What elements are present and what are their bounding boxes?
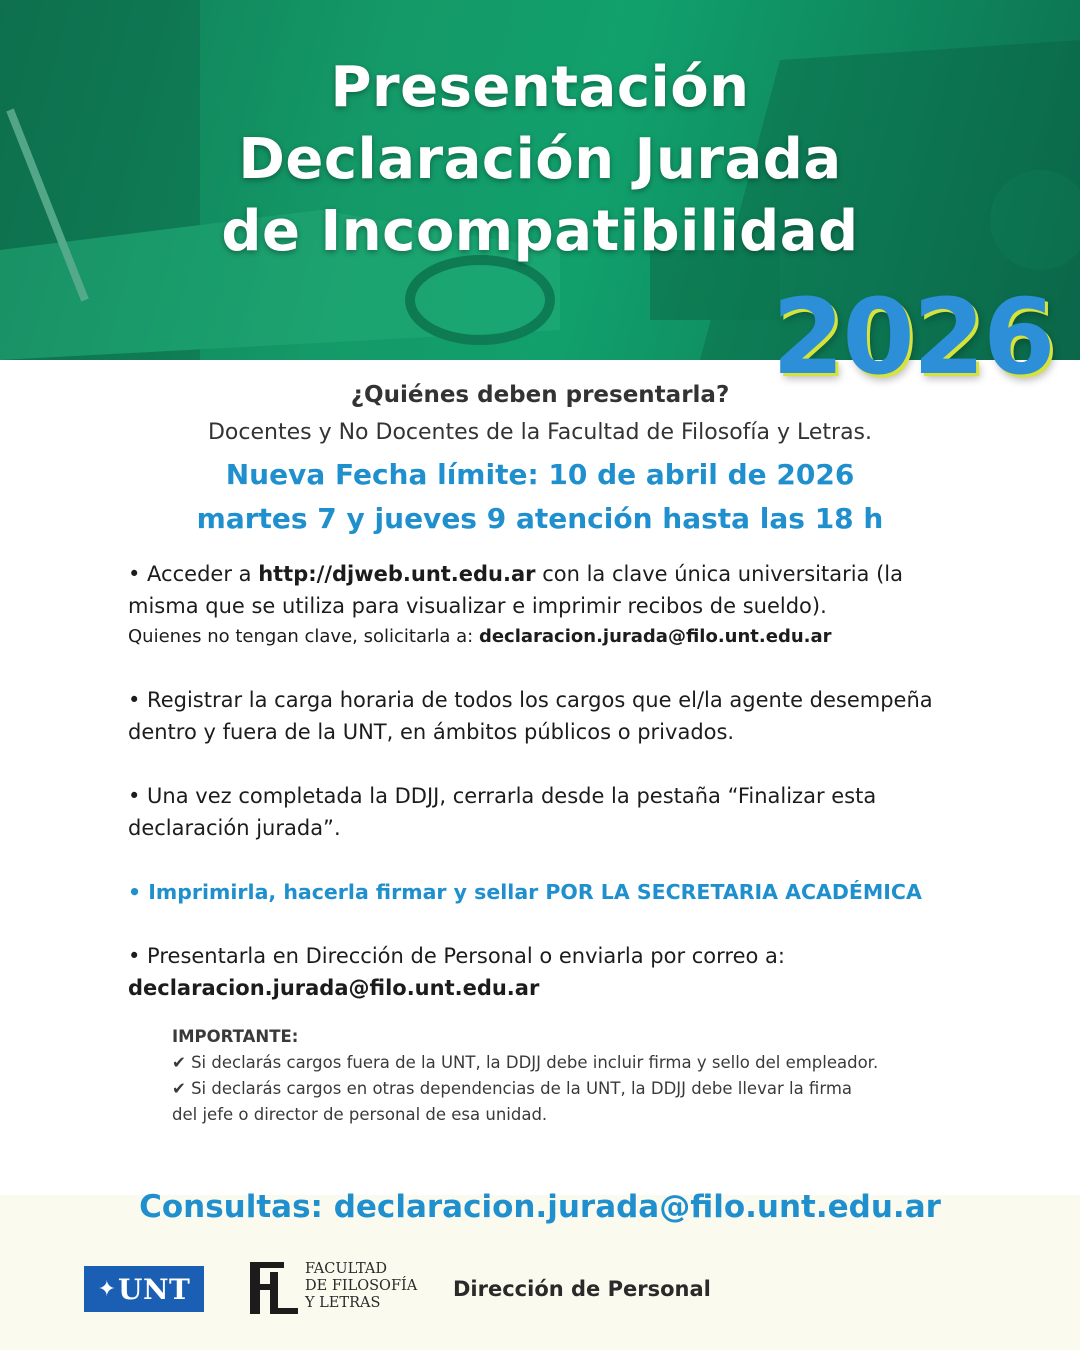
hero-title <box>0 52 1080 268</box>
important-item-2: ✔ Si declarás cargos en otras dependencias de la UNT, la DDJJ debe llevar la firma del jefe o director de personal de esa unidad. <box>172 1079 852 1124</box>
consultas-email[interactable]: Consultas: declaracion.jurada@filo.unt.edu.ar <box>139 1189 941 1225</box>
step-1-note <box>128 622 958 652</box>
who-question: ¿Quiénes deben presentarla? <box>350 382 730 408</box>
faculty-line-2: DE FILOSOFÍA <box>305 1278 418 1294</box>
spacer <box>128 748 958 780</box>
spacer <box>128 652 958 684</box>
step-3: • Una vez completada la DDJJ, cerrarla desde la pestaña “Finalizar esta declaración jurada”. <box>128 784 877 840</box>
important-title: IMPORTANTE: <box>172 1027 299 1046</box>
step-1-suffix: con la clave única universitaria (la misma que se utiliza para visualizar e imprimir recibos de sueldo). <box>128 562 903 618</box>
faculty-monogram-icon <box>244 1258 300 1318</box>
title-line-1: Presentación <box>330 55 750 120</box>
submission-email-link[interactable]: declaracion.jurada@filo.unt.edu.ar <box>128 976 540 1000</box>
step-1-prefix: • Acceder a <box>128 562 259 586</box>
faculty-name <box>305 1261 445 1312</box>
unt-logo-text: UNT <box>118 1272 191 1306</box>
who-answer: Docentes y No Docentes de la Facultad de Filosofía y Letras. <box>207 420 873 445</box>
step-1-note-prefix: Quienes no tengan clave, solicitarla a: <box>128 626 479 647</box>
steps-list <box>128 558 958 1004</box>
star-icon: ✦ <box>97 1276 117 1302</box>
title-line-3: de Incompatibilidad <box>221 199 859 264</box>
faculty-line-3: Y LETRAS <box>305 1295 381 1311</box>
spacer <box>128 908 958 940</box>
important-item-1: ✔ Si declarás cargos fuera de la UNT, la DDJJ debe incluir firma y sello del empleador. <box>172 1053 879 1072</box>
faculty-line-1: FACULTAD <box>305 1261 388 1277</box>
important-box <box>172 1024 972 1128</box>
department-name: Dirección de Personal <box>453 1277 711 1301</box>
deadline-line-1: Nueva Fecha límite: 10 de abril de 2026 <box>225 458 855 491</box>
step-5: • Presentarla en Dirección de Personal o enviarla por correo a: <box>128 944 785 968</box>
step-1 <box>128 558 958 622</box>
spacer <box>128 844 958 876</box>
title-line-2: Declaración Jurada <box>238 127 842 192</box>
step-4: • Imprimirla, hacerla firmar y sellar POR LA SECRETARIA ACADÉMICA <box>128 880 922 904</box>
unt-logo <box>84 1266 204 1312</box>
year-badge: 2026 <box>772 276 1054 398</box>
step-2: • Registrar la carga horaria de todos los cargos que el/la agente desempeña dentro y fuera de la UNT, en ámbitos públicos o privados. <box>128 688 933 744</box>
deadline-line-2: martes 7 y jueves 9 atención hasta las 18 h <box>196 502 884 535</box>
request-email-link[interactable]: declaracion.jurada@filo.unt.edu.ar <box>478 626 832 647</box>
djweb-link[interactable]: http://djweb.unt.edu.ar <box>258 562 536 586</box>
